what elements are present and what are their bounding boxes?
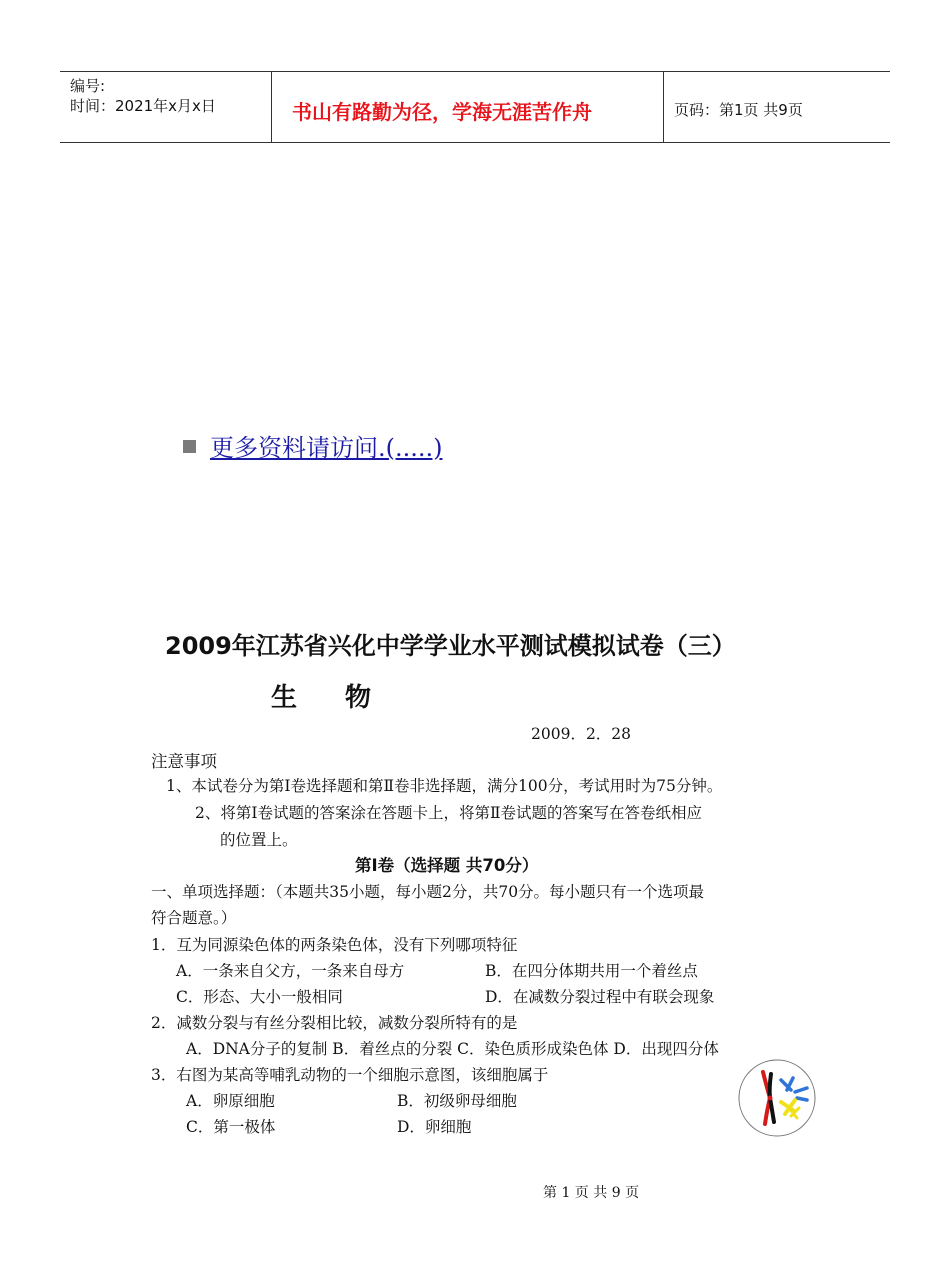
question-3-stem: 3．右图为某高等哺乳动物的一个细胞示意图，该细胞属于 bbox=[151, 1066, 549, 1084]
question-3-option-c: C．第一极体 bbox=[186, 1118, 276, 1136]
header-divider-right bbox=[663, 71, 664, 142]
header-bottom-rule bbox=[60, 142, 890, 143]
section-heading: 第Ⅰ卷（选择题 共70分） bbox=[355, 856, 539, 875]
question-3-option-d: D．卵细胞 bbox=[397, 1118, 472, 1136]
section-intro-line-1: 一、单项选择题：（本题共35小题，每小题2分，共70分。每小题只有一个选项最 bbox=[151, 883, 705, 901]
promo-row bbox=[183, 428, 443, 463]
notice-item-2-line-2: 的位置上。 bbox=[220, 831, 298, 849]
header-top-rule bbox=[60, 71, 890, 72]
question-2-stem: 2．减数分裂与有丝分裂相比较，减数分裂所特有的是 bbox=[151, 1014, 518, 1032]
page-footer: 第 1 页 共 9 页 bbox=[543, 1185, 640, 1201]
section-intro-line-2: 符合题意。） bbox=[151, 909, 237, 927]
square-bullet-icon bbox=[183, 440, 196, 453]
question-2-options: A．DNA分子的复制 B．着丝点的分裂 C．染色质形成染色体 D．出现四分体 bbox=[186, 1040, 719, 1058]
question-1-option-d: D．在减数分裂过程中有联会现象 bbox=[485, 988, 715, 1006]
exam-subject: 生物 bbox=[271, 683, 420, 713]
header-number-label: 编号: bbox=[70, 77, 106, 95]
header-motto: 书山有路勤为径，学海无涯苦作舟 bbox=[292, 100, 592, 124]
notice-item-2-line-1: 2、将第Ⅰ卷试题的答案涂在答题卡上，将第Ⅱ卷试题的答案写在答卷纸相应 bbox=[195, 804, 703, 822]
exam-title: 2009年江苏省兴化中学学业水平测试模拟试卷（三） bbox=[165, 632, 736, 660]
question-1-option-a: A．一条来自父方，一条来自母方 bbox=[176, 962, 405, 980]
question-1-option-b: B．在四分体期共用一个着丝点 bbox=[485, 962, 698, 980]
notice-heading: 注意事项 bbox=[151, 752, 217, 771]
header-time-label: 时间：2021年x月x日 bbox=[70, 97, 216, 115]
question-1-option-c: C．形态、大小一般相同 bbox=[176, 988, 343, 1006]
question-3-option-b: B．初级卵母细胞 bbox=[397, 1092, 517, 1110]
question-1-stem: 1．互为同源染色体的两条染色体，没有下列哪项特征 bbox=[151, 936, 518, 954]
cell-diagram-figure bbox=[737, 1058, 817, 1138]
question-3-option-a: A．卵原细胞 bbox=[186, 1092, 275, 1110]
header-page-label: 页码：第1页 共9页 bbox=[674, 101, 803, 119]
more-resources-link[interactable]: 更多资料请访问.(.....) bbox=[210, 434, 443, 462]
exam-date: 2009．2．28 bbox=[531, 725, 632, 743]
notice-item-1: 1、本试卷分为第Ⅰ卷选择题和第Ⅱ卷非选择题，满分100分，考试用时为75分钟。 bbox=[166, 777, 723, 795]
header-divider-left bbox=[271, 71, 272, 142]
